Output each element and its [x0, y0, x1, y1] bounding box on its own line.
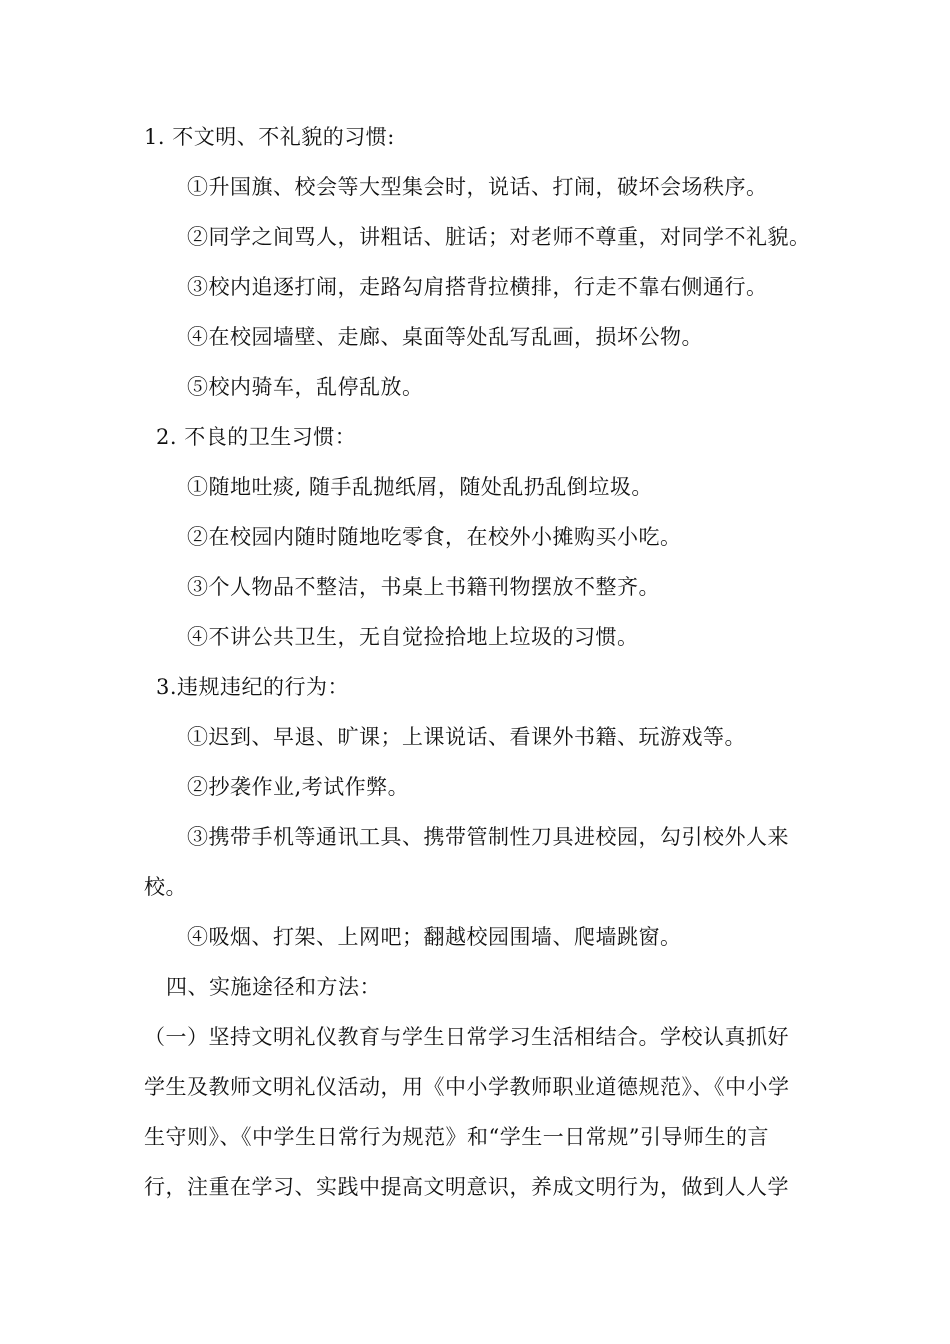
list-item: ③个人物品不整洁，书桌上书籍刊物摆放不整齐。 [187, 575, 660, 599]
section-heading-3: 3.违规违纪的行为： [156, 675, 350, 699]
list-item: ④在校园墙壁、走廊、桌面等处乱写乱画，损坏公物。 [187, 325, 703, 349]
section-heading-1: 1. 不文明、不礼貌的习惯: [144, 125, 395, 149]
section-heading-2: 2. 不良的卫生习惯： [156, 425, 357, 449]
paragraph-line: 学生及教师文明礼仪活动，用《中小学教师职业道德规范》、《中小学 [144, 1075, 790, 1099]
list-item: ④不讲公共卫生，无自觉捡拾地上垃圾的习惯。 [187, 625, 639, 649]
list-item-continuation: 校。 [144, 875, 187, 899]
paragraph-line: （一）坚持文明礼仪教育与学生日常学习生活相结合。学校认真抓好 [144, 1025, 789, 1049]
list-item: ④吸烟、打架、上网吧；翻越校园围墙、爬墙跳窗。 [187, 925, 682, 949]
list-item: ②抄袭作业,考试作弊。 [187, 775, 410, 799]
list-item: ⑤校内骑车，乱停乱放。 [187, 375, 424, 399]
list-item: ③携带手机等通讯工具、携带管制性刀具进校园，勾引校外人来 [187, 825, 789, 849]
paragraph-line: 生守则》、《中学生日常行为规范》和“学生一日常规”引导师生的言 [144, 1125, 769, 1149]
list-item: ①随地吐痰, 随手乱抛纸屑，随处乱扔乱倒垃圾。 [187, 475, 653, 499]
list-item: ②在校园内随时随地吃零食，在校外小摊购买小吃。 [187, 525, 682, 549]
section-heading-4: 四、实施途径和方法： [166, 975, 381, 999]
list-item: ②同学之间骂人，讲粗话、脏话；对老师不尊重，对同学不礼貌。 [187, 225, 811, 249]
paragraph-line: 行，注重在学习、实践中提高文明意识，养成文明行为，做到人人学 [144, 1175, 789, 1199]
list-item: ①升国旗、校会等大型集会时，说话、打闹，破坏会场秩序。 [187, 175, 768, 199]
list-item: ①迟到、早退、旷课；上课说话、看课外书籍、玩游戏等。 [187, 725, 746, 749]
list-item: ③校内追逐打闹，走路勾肩搭背拉横排，行走不靠右侧通行。 [187, 275, 768, 299]
